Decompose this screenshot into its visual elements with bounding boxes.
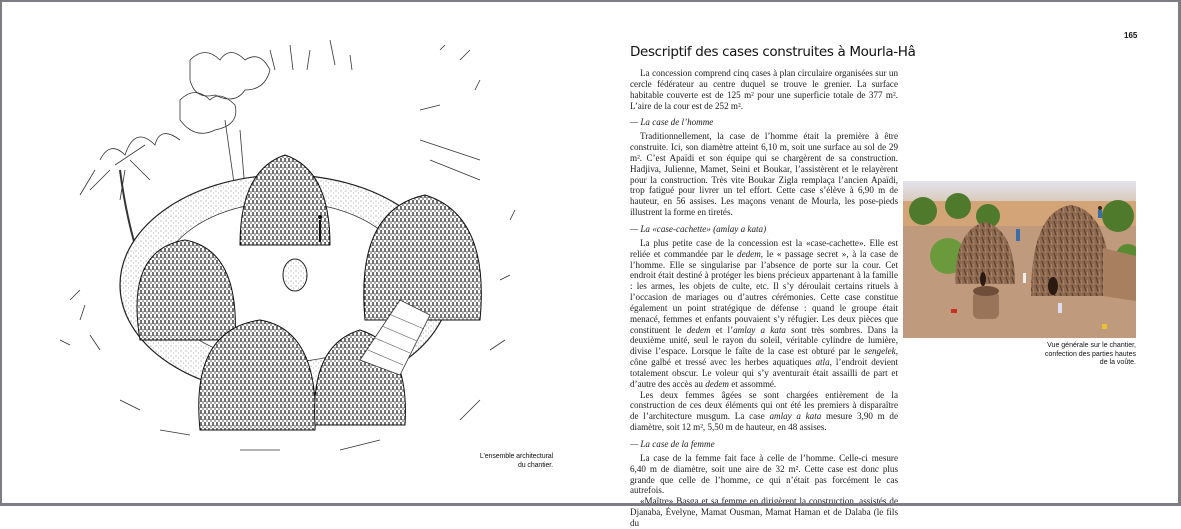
term-dedem: dedem bbox=[686, 324, 711, 335]
section-title: Descriptif des cases construites à Mourla-Hâ bbox=[630, 44, 916, 60]
term-dedem: dedem bbox=[737, 248, 761, 259]
subheading-case-homme: — La case de l’homme bbox=[630, 117, 714, 128]
text-run: Les deux femmes âgées se sont chargées entièrement de la construction de ces deux éléments qui ont été les premiers à disparaître de l’architecture musgum. La case bbox=[630, 389, 898, 422]
paragraph-case-femme: La case de la femme fait face à celle de l’homme. Celle-ci mesure 6,40 m de diamètre, soit une aire de 32 m². Cette case est donc plus grande que celle de l’homme, ce qui n’était pas forcément le cas autrefois. bbox=[630, 452, 898, 496]
intro-paragraph: La concession comprend cinq cases à plan circulaire organisées sur un cercle fédérateur au centre duquel se trouve le grenier. La surface habitable couverte est de 125 m² pour une superficie totale de 377 m². L’aire de la cour est de 252 m². bbox=[630, 68, 898, 111]
text-run: , cône galbé et tressé avec les herbes aquatiques bbox=[630, 346, 898, 368]
text-run: mesure 3,90 m de diamètre, soit 12 m², 5,50 m de hauteur, en 48 assises. bbox=[630, 411, 898, 433]
text-run: et assommé. bbox=[728, 378, 777, 389]
hut-top bbox=[240, 155, 330, 245]
term-dedem: dedem bbox=[705, 378, 729, 389]
paragraph-femmes-agees bbox=[630, 390, 898, 433]
caption-line: confection des parties hautes bbox=[1044, 350, 1136, 358]
granary bbox=[283, 259, 307, 291]
text-run: , l’endroit devient totalement obscur. Le voleur qui s’y aventurait était assailli de part et d’autre des accès au bbox=[630, 357, 898, 389]
term-amlay-a-kata: amlay a kata bbox=[733, 324, 786, 335]
caption-line: Vue générale sur le chantier, bbox=[1047, 342, 1136, 349]
right-figure-caption bbox=[1000, 342, 1136, 368]
text-run: et l’ bbox=[710, 324, 734, 335]
text-run: sont très sombres. Dans la deuxième unité, seul le rayon du soleil, véritable cylindre de lumière, divise l’espace. Lorsque le faîte de la case est obturé par le bbox=[630, 324, 898, 357]
page-number: 165 bbox=[1124, 31, 1138, 40]
term-sengelek: sengelek bbox=[864, 346, 896, 357]
paragraph-maitre-basga: «Maître» Basga et sa femme en dirigèrent la construction, assistés de Djanaba, Évelyne, Mamat Ousman, Mamat Haman et de Dalaba (le fils du bbox=[630, 496, 898, 528]
construction-site-photo bbox=[903, 181, 1136, 338]
architectural-ink-drawing bbox=[40, 20, 540, 480]
text-run: La plus petite case de la concession est la «case-cachette». Elle est reliée et commandée par le bbox=[630, 237, 898, 259]
text-run: , le « passage secret », à la case de l’homme. Elle se singularise par l’absence de porte sur la cour. Cet endroit était destiné à protéger les biens précieux appartenant à la famille : les armes, les objets de culte, etc. Il s’y déroulait certains rituels à l’occasion de mariages ou d’autres cérémonies. Cette case constitue également un point stratégique de défense : quand le groupe était menacé, femmes et enfants pouvaient s’y réfugier. Les deux pièces que constituent le bbox=[630, 248, 898, 335]
caption-line: de la voûte. bbox=[1099, 359, 1136, 367]
term-amlay-a-kata: amlay a kata bbox=[769, 411, 822, 422]
paragraph-case-homme: Traditionnellement, la case de l’homme était la première à être construite. Ici, son diamètre atteint 6,10 m, soit une surface au sol de 29 m². C’est Apaïdi et son équipe qui se chargèrent de sa construction. Hadjiva, Julienne, Mamet, Seini et Boukar, l’assistèrent et le relayèrent pour la construction. Très vite Boukar Zigla remplaça l’ancien Apaïdi, trop fatigué pour livrer un tel effort. Cette case s’élève à 6,90 m de hauteur, en 56 assises. Les maçons venant de Mourla, les pose-pieds illustrent la forme en tiretés. bbox=[630, 131, 898, 218]
caption-line: L’ensemble architectural bbox=[479, 453, 553, 460]
paragraph-case-cachette bbox=[630, 238, 898, 390]
subheading-case-femme: — La case de la femme bbox=[630, 439, 715, 449]
term-atla: atla bbox=[815, 357, 830, 368]
body-text bbox=[630, 68, 898, 529]
caption-line: du chantier. bbox=[518, 461, 553, 469]
left-figure-caption bbox=[455, 453, 553, 470]
subheading-case-cachette: — La «case-cachette» (amlay a kata) bbox=[630, 223, 767, 234]
